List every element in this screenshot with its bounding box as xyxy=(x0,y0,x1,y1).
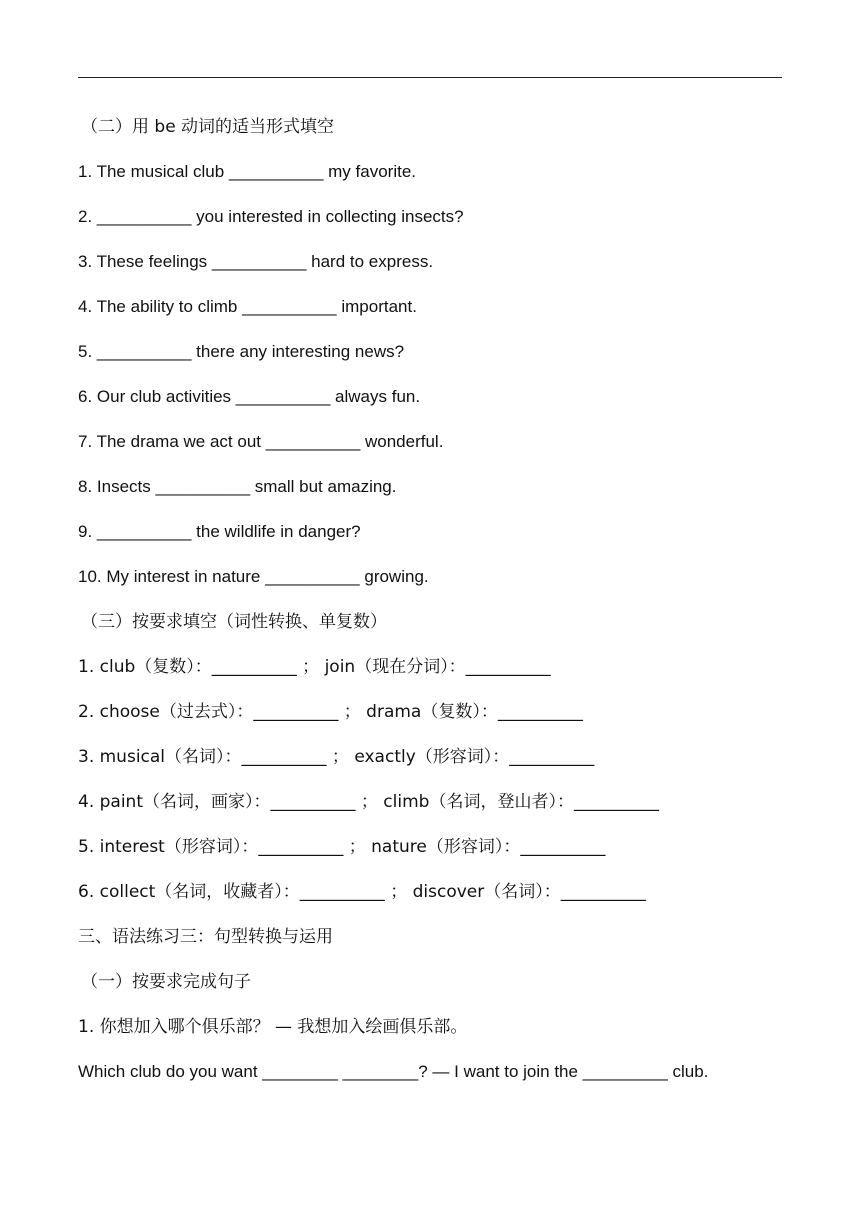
exercise-item: 7. The drama we act out __________ wonderful. xyxy=(78,432,444,451)
exercise-item: 2. __________ you interested in collecting insects? xyxy=(78,207,464,226)
worksheet-body xyxy=(78,112,782,1102)
exercise-item: 10. My interest in nature __________ growing. xyxy=(78,567,429,586)
section-2-heading: （二）用 be 动词的适当形式填空 xyxy=(81,117,335,137)
exercise-item: 4. The ability to climb __________ important. xyxy=(78,297,417,316)
question-chinese: 1. 你想加入哪个俱乐部？ — 我想加入绘画俱乐部。 xyxy=(78,1017,468,1037)
part-3-heading: 三、语法练习三：句型转换与运用 xyxy=(78,927,333,947)
question-english: Which club do you want ________ ________? — I want to join the _________ club. xyxy=(78,1062,709,1081)
exercise-item: 5. interest（形容词）：__________ ； nature（形容词）：__________ xyxy=(78,837,606,857)
exercise-item: 9. __________ the wildlife in danger? xyxy=(78,522,361,541)
exercise-item: 3. These feelings __________ hard to express. xyxy=(78,252,434,271)
section-3-heading: （三）按要求填空（词性转换、单复数） xyxy=(81,612,387,632)
part-3-subheading: （一）按要求完成句子 xyxy=(81,972,251,992)
exercise-item: 5. __________ there any interesting news? xyxy=(78,342,405,361)
exercise-item: 6. Our club activities __________ always fun. xyxy=(78,387,421,406)
exercise-item: 1. club（复数）：__________ ； join（现在分词）：__________ xyxy=(78,657,551,677)
exercise-item: 2. choose（过去式）：__________ ； drama（复数）：__________ xyxy=(78,702,583,722)
top-rule xyxy=(78,77,782,78)
exercise-item: 8. Insects __________ small but amazing. xyxy=(78,477,397,496)
exercise-item: 6. collect（名词，收藏者）：__________ ； discover（名词）：__________ xyxy=(78,882,646,902)
exercise-item: 3. musical（名词）：__________ ； exactly（形容词）：__________ xyxy=(78,747,595,767)
exercise-item: 4. paint（名词，画家）：__________ ； climb（名词，登山者）：__________ xyxy=(78,792,659,812)
exercise-item: 1. The musical club __________ my favorite. xyxy=(78,162,416,181)
